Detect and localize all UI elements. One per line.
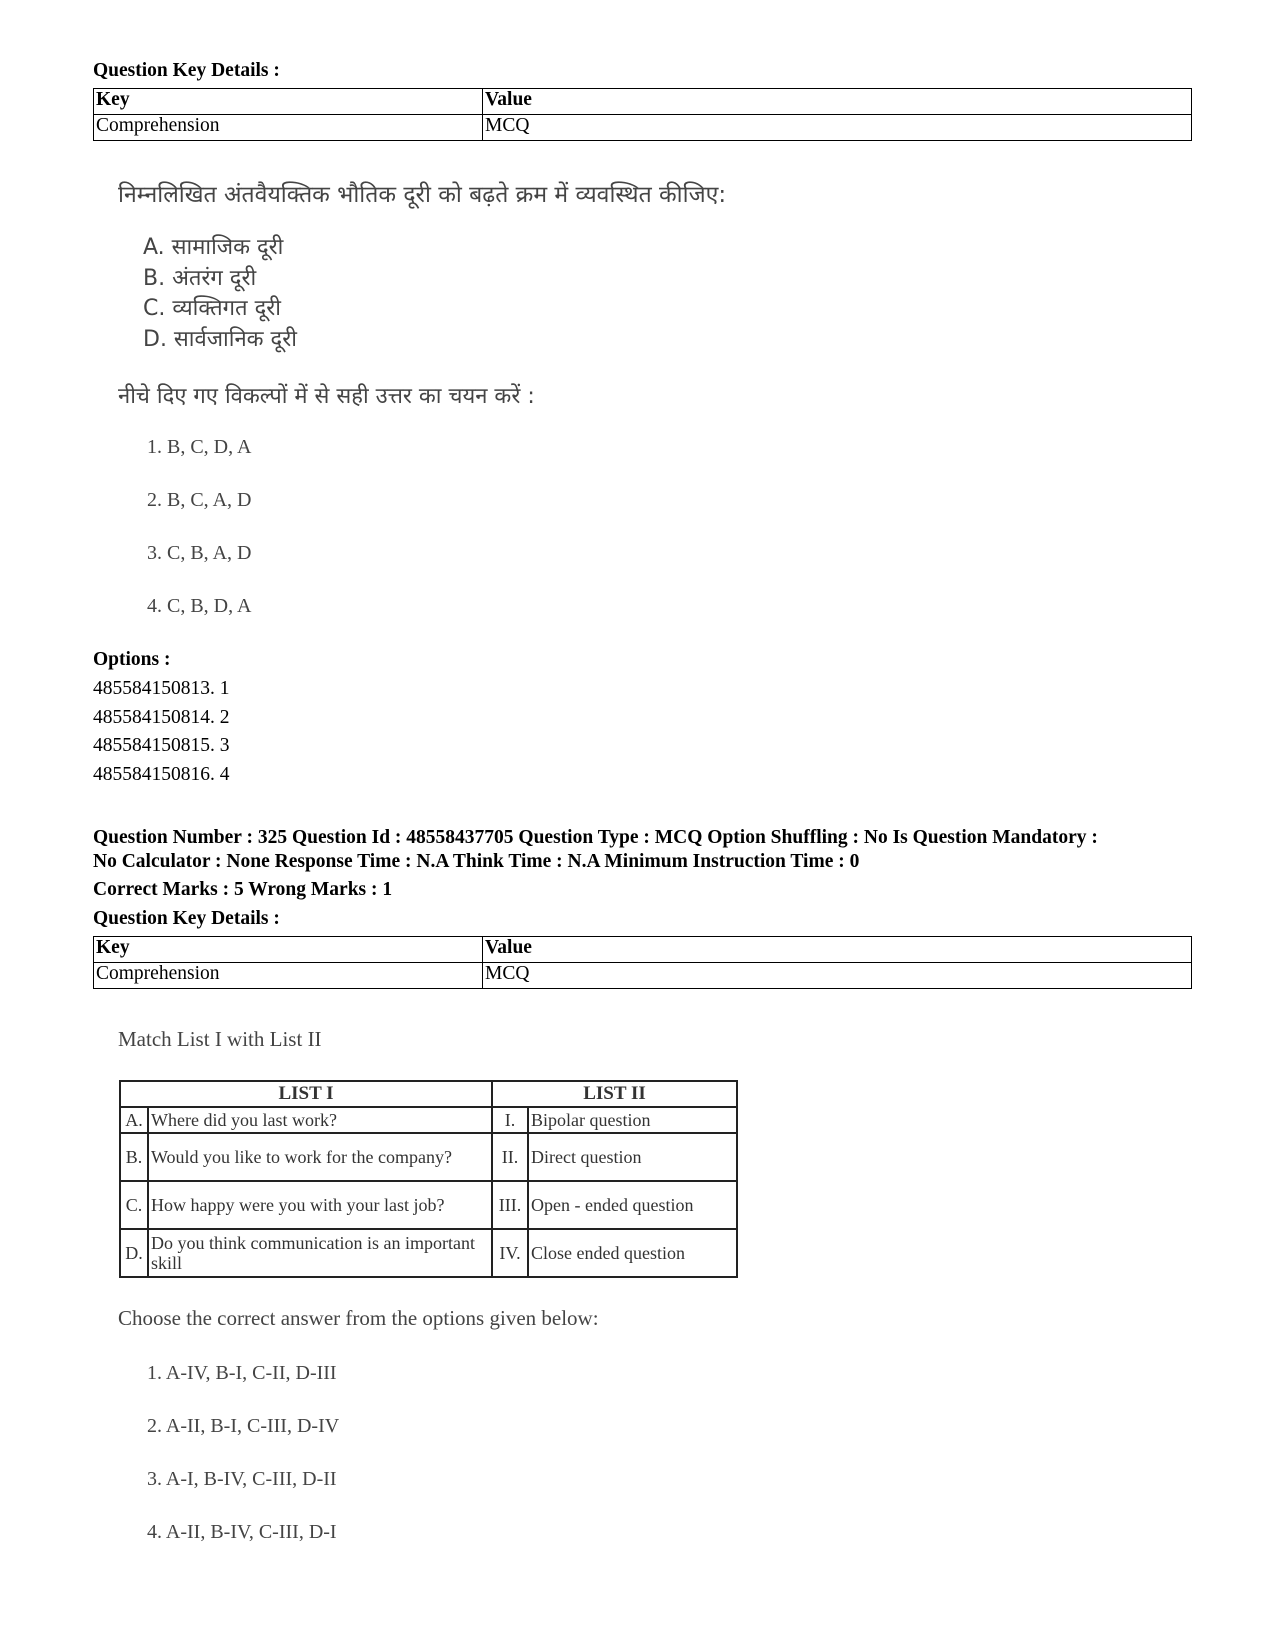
key-details-label-2: Question Key Details : bbox=[93, 908, 280, 929]
header-value: Value bbox=[483, 89, 1192, 115]
question-text-hindi: निम्नलिखित अंतवैयक्तिक भौतिक दूरी को बढ़ते क्रम में व्यवस्थित कीजिए: bbox=[118, 182, 727, 208]
key-details-table bbox=[93, 88, 1192, 141]
list1-cell: Would you like to work for the company? bbox=[148, 1133, 492, 1181]
list1-cell: Where did you last work? bbox=[148, 1107, 492, 1133]
answer-4: 4. C, B, D, A bbox=[147, 595, 252, 617]
match-choose-text: Choose the correct answer from the options given below: bbox=[118, 1306, 599, 1330]
list1-cell: Do you think communication is an important skill bbox=[148, 1229, 492, 1277]
cell-key: Comprehension bbox=[94, 115, 483, 141]
header-key: Key bbox=[94, 89, 483, 115]
answer-1: 1. B, C, D, A bbox=[147, 436, 252, 458]
row-letter: D. bbox=[120, 1229, 148, 1277]
table-row bbox=[120, 1229, 737, 1277]
row-letter: A. bbox=[120, 1107, 148, 1133]
answer-1: 1. A-IV, B-I, C-II, D-III bbox=[147, 1362, 337, 1384]
answer-3: 3. C, B, A, D bbox=[147, 542, 252, 564]
question-meta-line-2: No Calculator : None Response Time : N.A Think Time : N.A Minimum Instruction Time : 0 bbox=[93, 851, 860, 872]
row-letter: B. bbox=[120, 1133, 148, 1181]
list1-cell: How happy were you with your last job? bbox=[148, 1181, 492, 1229]
list2-cell: Bipolar question bbox=[528, 1107, 737, 1133]
list-item: B. अंतरंग दूरी bbox=[143, 265, 257, 291]
table-row bbox=[94, 115, 1192, 141]
list2-cell: Close ended question bbox=[528, 1229, 737, 1277]
options-list bbox=[93, 675, 230, 789]
marks-line: Correct Marks : 5 Wrong Marks : 1 bbox=[93, 879, 393, 900]
table-header-row bbox=[94, 89, 1192, 115]
match-table bbox=[119, 1080, 738, 1278]
option-item: 485584150816. 4 bbox=[93, 763, 230, 785]
table-row bbox=[120, 1133, 737, 1181]
list2-header: LIST II bbox=[492, 1081, 737, 1107]
question-items bbox=[143, 233, 297, 355]
table-header-row bbox=[94, 937, 1192, 963]
row-roman: II. bbox=[492, 1133, 528, 1181]
header-value: Value bbox=[483, 937, 1192, 963]
options-label: Options : bbox=[93, 649, 171, 670]
table-row bbox=[94, 963, 1192, 989]
cell-value: MCQ bbox=[483, 963, 1192, 989]
choose-text-hindi: नीचे दिए गए विकल्पों में से सही उत्तर का चयन करें : bbox=[118, 384, 535, 409]
list2-cell: Open - ended question bbox=[528, 1181, 737, 1229]
option-item: 485584150814. 2 bbox=[93, 706, 230, 728]
list2-cell: Direct question bbox=[528, 1133, 737, 1181]
row-roman: I. bbox=[492, 1107, 528, 1133]
option-item: 485584150815. 3 bbox=[93, 735, 230, 756]
row-roman: III. bbox=[492, 1181, 528, 1229]
table-row bbox=[120, 1107, 737, 1133]
cell-key: Comprehension bbox=[94, 963, 483, 989]
list1-header: LIST I bbox=[120, 1081, 492, 1107]
answer-3: 3. A-I, B-IV, C-III, D-II bbox=[147, 1468, 337, 1490]
key-details-label: Question Key Details : bbox=[93, 60, 280, 81]
answer-2: 2. A-II, B-I, C-III, D-IV bbox=[147, 1415, 340, 1437]
answer-4: 4. A-II, B-IV, C-III, D-I bbox=[147, 1521, 337, 1543]
option-item: 485584150813. 1 bbox=[93, 678, 230, 699]
list-item: A. सामाजिक दूरी bbox=[143, 235, 284, 260]
cell-value: MCQ bbox=[483, 115, 1192, 141]
row-roman: IV. bbox=[492, 1229, 528, 1277]
match-question-text: Match List I with List II bbox=[118, 1027, 322, 1051]
key-details-table-2 bbox=[93, 936, 1192, 989]
match-header-row bbox=[120, 1081, 737, 1107]
list-item: C. व्यक्तिगत दूरी bbox=[143, 296, 281, 321]
table-row bbox=[120, 1181, 737, 1229]
question-meta-line-1: Question Number : 325 Question Id : 48558437705 Question Type : MCQ Option Shuffling : No Is Question Mandatory : bbox=[93, 827, 1098, 848]
header-key: Key bbox=[94, 937, 483, 963]
answer-2: 2. B, C, A, D bbox=[147, 489, 252, 511]
list-item: D. सार्वजानिक दूरी bbox=[143, 326, 297, 352]
row-letter: C. bbox=[120, 1181, 148, 1229]
